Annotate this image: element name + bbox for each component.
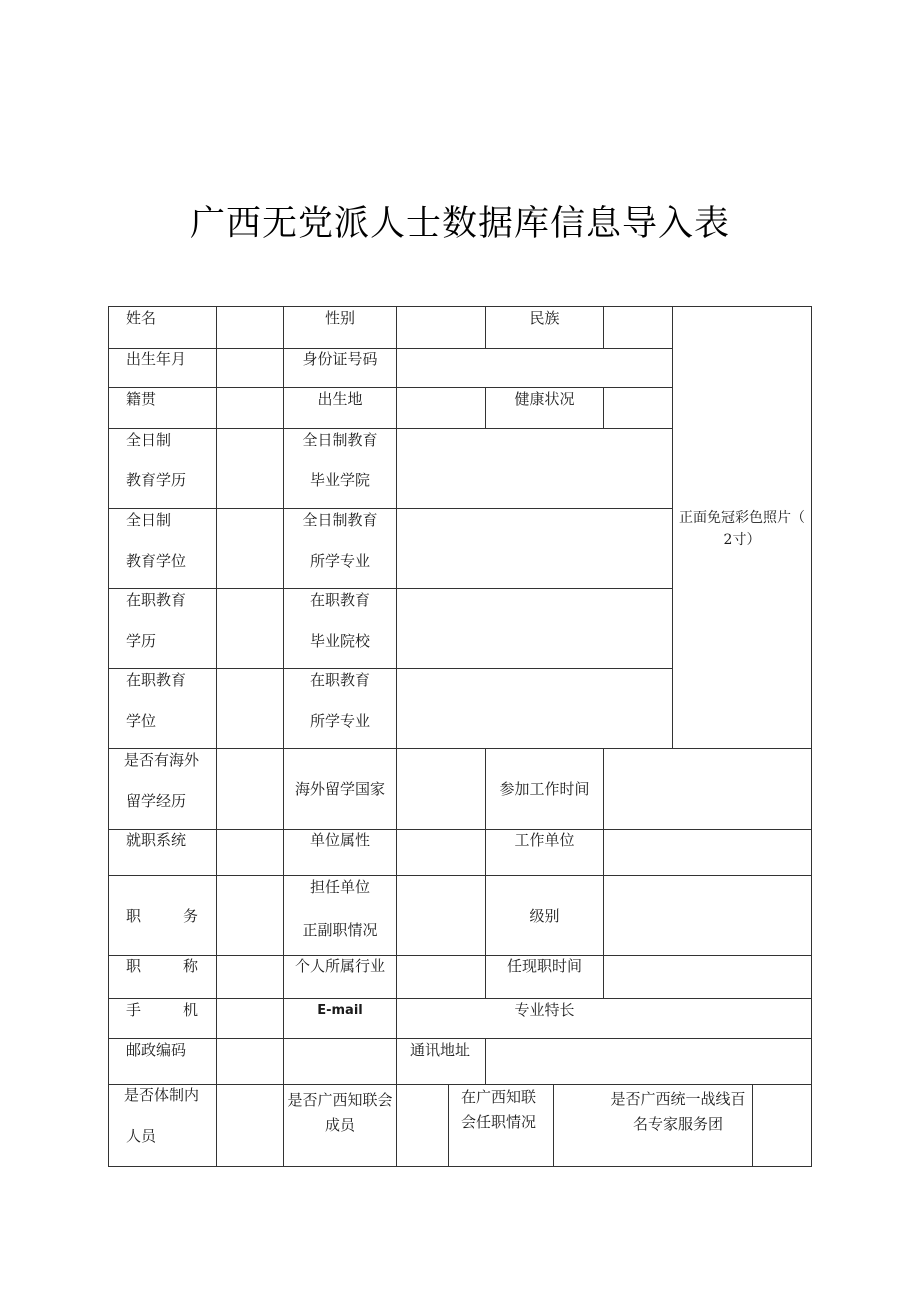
label-ft-major-2: 所学专业 bbox=[309, 552, 370, 570]
label-ft-education: 全日制 bbox=[126, 431, 172, 449]
label-mobile-a: 手 bbox=[126, 1001, 142, 1019]
field-tenure[interactable] bbox=[604, 956, 811, 998]
field-ft-degree[interactable] bbox=[217, 509, 283, 588]
label-pt-degree: 在职教育 bbox=[126, 671, 187, 689]
field-specialty[interactable] bbox=[604, 999, 811, 1038]
field-ethnicity[interactable] bbox=[604, 307, 672, 348]
photo-size-label: 2寸） bbox=[723, 532, 761, 548]
field-position[interactable] bbox=[217, 876, 283, 955]
field-health[interactable] bbox=[604, 388, 672, 428]
label-ft-major: 全日制教育 bbox=[302, 511, 378, 529]
label-pt-major: 在职教育 bbox=[309, 671, 370, 689]
field-system[interactable] bbox=[217, 830, 283, 875]
label-ft-degree: 全日制 bbox=[126, 511, 172, 529]
field-unit-attr[interactable] bbox=[397, 830, 485, 875]
field-zhilian-role[interactable] bbox=[554, 1085, 603, 1166]
field-level[interactable] bbox=[604, 876, 811, 955]
row-divider bbox=[108, 1084, 812, 1085]
col-divider bbox=[448, 1084, 449, 1167]
label-pt-school: 在职教育 bbox=[309, 591, 370, 609]
field-in-system[interactable] bbox=[217, 1085, 283, 1166]
info-form-table bbox=[108, 306, 812, 1167]
label-unit-attr: 单位属性 bbox=[309, 831, 370, 849]
label-email: E-mail bbox=[317, 1003, 363, 1018]
label-zhilian-member-2: 成员 bbox=[324, 1116, 355, 1134]
field-postcode[interactable] bbox=[217, 1039, 396, 1084]
field-overseas[interactable] bbox=[217, 749, 283, 829]
field-zhilian-member[interactable] bbox=[397, 1085, 448, 1166]
label-tenure: 任现职时间 bbox=[506, 957, 582, 975]
field-email[interactable] bbox=[397, 999, 485, 1038]
label-zhilian-member: 是否广西知联会 bbox=[287, 1091, 393, 1109]
label-industry: 个人所属行业 bbox=[294, 957, 385, 975]
label-address: 通讯地址 bbox=[410, 1041, 471, 1059]
label-birth-place: 出生地 bbox=[317, 390, 363, 408]
label-pt-major-2: 所学专业 bbox=[309, 712, 370, 730]
label-work-unit: 工作单位 bbox=[514, 831, 575, 849]
field-gender[interactable] bbox=[397, 307, 485, 348]
field-industry[interactable] bbox=[397, 956, 485, 998]
label-postcode: 邮政编码 bbox=[126, 1041, 187, 1059]
label-in-system-2: 人员 bbox=[126, 1127, 157, 1145]
label-work-start: 参加工作时间 bbox=[499, 780, 590, 798]
label-ft-school: 全日制教育 bbox=[302, 431, 378, 449]
field-photo[interactable] bbox=[673, 307, 811, 748]
label-position-b: 务 bbox=[182, 907, 198, 925]
field-pt-education[interactable] bbox=[217, 589, 283, 668]
field-title[interactable] bbox=[217, 956, 283, 998]
field-leader[interactable] bbox=[397, 876, 485, 955]
field-native-place[interactable] bbox=[217, 388, 283, 428]
field-pt-school[interactable] bbox=[397, 589, 672, 668]
document-title: 广西无党派人士数据库信息导入表 bbox=[189, 204, 730, 244]
field-work-unit[interactable] bbox=[604, 830, 811, 875]
field-address[interactable] bbox=[486, 1039, 811, 1084]
label-title-b: 称 bbox=[182, 957, 198, 975]
label-overseas: 是否有海外 bbox=[124, 751, 200, 769]
table-border-left bbox=[108, 306, 109, 1167]
field-expert-group[interactable] bbox=[753, 1085, 811, 1166]
row-divider bbox=[108, 387, 672, 388]
label-health: 健康状况 bbox=[514, 390, 575, 408]
table-border-right bbox=[811, 306, 812, 1167]
field-ft-school[interactable] bbox=[397, 429, 672, 508]
field-birth-place[interactable] bbox=[397, 388, 485, 428]
label-zhilian-role-2: 会任职情况 bbox=[461, 1113, 537, 1131]
label-pt-degree-2: 学位 bbox=[126, 712, 157, 730]
field-ft-major[interactable] bbox=[397, 509, 672, 588]
label-leader-2: 正副职情况 bbox=[302, 921, 378, 939]
label-expert-group-2: 名专家服务团 bbox=[632, 1115, 723, 1133]
label-title-a: 职 bbox=[126, 957, 142, 975]
label-overseas-country: 海外留学国家 bbox=[294, 780, 385, 798]
field-work-start[interactable] bbox=[604, 749, 811, 829]
label-zhilian-role: 在广西知联 bbox=[461, 1088, 537, 1106]
label-birth-date: 出生年月 bbox=[126, 350, 187, 368]
field-pt-degree[interactable] bbox=[217, 669, 283, 748]
label-leader: 担任单位 bbox=[309, 878, 370, 896]
label-pt-education-2: 学历 bbox=[126, 632, 157, 650]
label-ft-degree-2: 教育学位 bbox=[126, 552, 187, 570]
field-pt-major[interactable] bbox=[397, 669, 672, 748]
label-level: 级别 bbox=[529, 907, 560, 925]
label-specialty: 专业特长 bbox=[514, 1001, 575, 1019]
label-system: 就职系统 bbox=[126, 831, 187, 849]
field-name[interactable] bbox=[217, 307, 283, 348]
label-ft-education-2: 教育学历 bbox=[126, 471, 187, 489]
label-position-a: 职 bbox=[126, 907, 142, 925]
label-name: 姓名 bbox=[126, 309, 157, 327]
field-overseas-country[interactable] bbox=[397, 749, 485, 829]
field-id-number[interactable] bbox=[397, 349, 672, 387]
label-mobile-b: 机 bbox=[182, 1001, 198, 1019]
table-border-bottom bbox=[108, 1166, 812, 1167]
label-id-number: 身份证号码 bbox=[302, 350, 378, 368]
label-gender: 性别 bbox=[324, 309, 355, 327]
label-ethnicity: 民族 bbox=[529, 309, 560, 327]
label-native-place: 籍贯 bbox=[126, 390, 157, 408]
label-expert-group: 是否广西统一战线百 bbox=[610, 1090, 746, 1108]
label-mobile bbox=[126, 1000, 198, 1020]
label-overseas-2: 留学经历 bbox=[126, 792, 187, 810]
field-birth-date[interactable] bbox=[217, 349, 283, 387]
label-position bbox=[126, 906, 198, 926]
label-title bbox=[126, 956, 198, 976]
label-pt-education: 在职教育 bbox=[126, 591, 187, 609]
label-ft-school-2: 毕业学院 bbox=[309, 471, 370, 489]
label-in-system: 是否体制内 bbox=[124, 1086, 200, 1104]
label-pt-school-2: 毕业院校 bbox=[309, 632, 370, 650]
field-ft-education[interactable] bbox=[217, 429, 283, 508]
photo-placeholder-label: 正面免冠彩色照片（ bbox=[679, 510, 805, 526]
field-mobile[interactable] bbox=[217, 999, 283, 1038]
